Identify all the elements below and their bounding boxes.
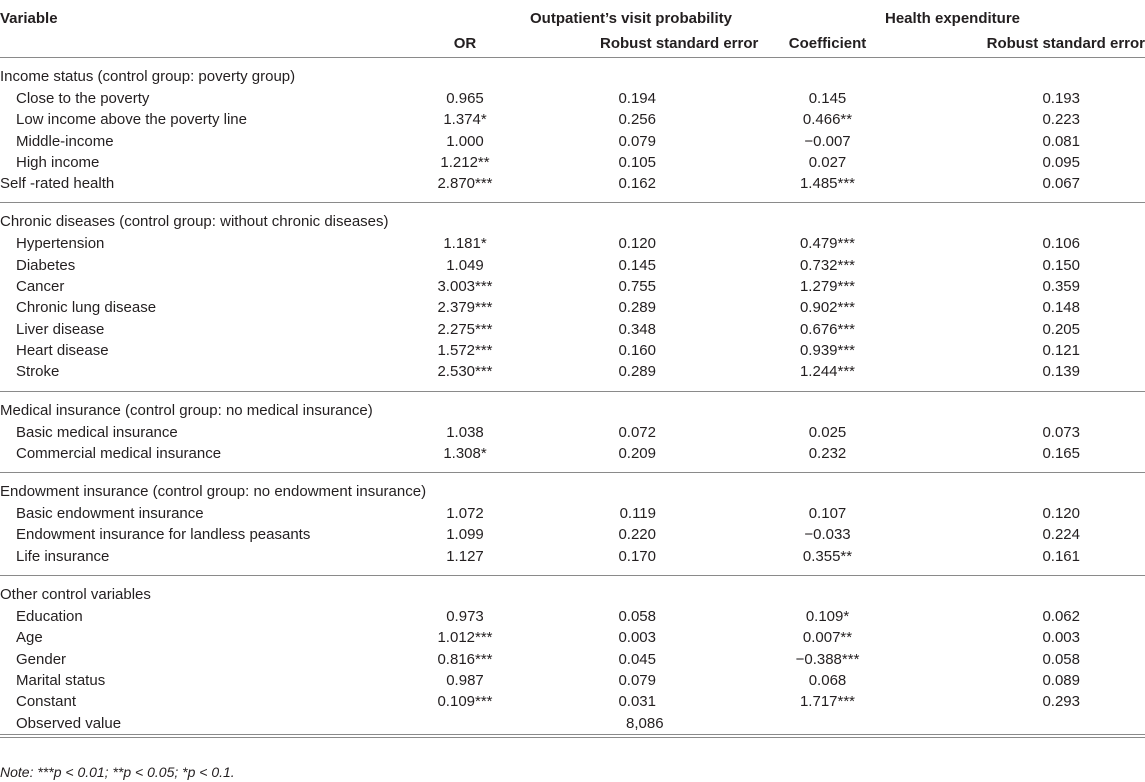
cell-coefficient: 0.479*** <box>799 235 856 253</box>
cell-robust-se-2: 0.224 <box>1042 526 1080 544</box>
table-row <box>0 297 1145 318</box>
cell-robust-se-1: 0.120 <box>618 235 656 253</box>
table-row <box>0 627 1145 648</box>
cell-robust-se-1: 0.119 <box>619 505 656 523</box>
table-row <box>0 131 1145 152</box>
cell-coefficient: 0.676*** <box>799 320 856 338</box>
cell-or: 0.987 <box>446 671 484 689</box>
table-row <box>0 152 1145 173</box>
cell-robust-se-2: 0.148 <box>1042 299 1080 317</box>
section-title: Medical insurance (control group: no medical insurance) <box>0 401 373 419</box>
cell-robust-se-1: 0.160 <box>618 341 656 359</box>
header-outpatient-group: Outpatient’s visit probability <box>530 10 732 27</box>
row-label: Stroke <box>16 363 60 381</box>
table-row <box>0 233 1145 254</box>
cell-or: 1.049 <box>446 256 484 274</box>
cell-coefficient: 1.244*** <box>799 363 856 381</box>
observed-row <box>0 713 1145 735</box>
cell-or: 1.212** <box>440 153 490 171</box>
cell-robust-se-2: 0.121 <box>1042 341 1080 359</box>
cell-robust-se-2: 0.003 <box>1042 629 1080 647</box>
row-label: Diabetes <box>16 256 76 274</box>
row-label: Cancer <box>16 278 65 296</box>
section-divider <box>0 464 1145 473</box>
section-gap <box>0 473 1145 482</box>
table-row <box>0 422 1145 443</box>
header-variable: Variable <box>0 10 58 27</box>
row-label: Middle-income <box>16 132 114 150</box>
header-rse-2: Robust standard error <box>955 31 1145 58</box>
cell-robust-se-2: 0.120 <box>1042 505 1080 523</box>
cell-coefficient: 0.025 <box>808 423 847 441</box>
cell-or: 0.816*** <box>437 650 493 668</box>
cell-or: 2.530*** <box>437 363 493 381</box>
cell-robust-se-1: 0.072 <box>618 423 656 441</box>
cell-coefficient: 0.107 <box>808 505 847 523</box>
cell-robust-se-1: 0.145 <box>618 256 656 274</box>
section-title-row <box>0 481 1145 503</box>
cell-or: 1.308* <box>443 444 487 462</box>
cell-or: 0.109*** <box>437 693 493 711</box>
header-coefficient: Coefficient <box>720 31 955 58</box>
header-row-columns <box>0 31 1145 58</box>
section-divider <box>0 194 1145 203</box>
cell-or: 1.000 <box>446 132 484 150</box>
cell-or: 1.374* <box>443 111 487 129</box>
table-row <box>0 443 1145 464</box>
table-row <box>0 606 1145 627</box>
cell-robust-se-1: 0.031 <box>618 693 656 711</box>
section-title-row <box>0 584 1145 606</box>
cell-coefficient: 0.232 <box>808 444 847 462</box>
cell-robust-se-1: 0.079 <box>618 132 656 150</box>
cell-coefficient: 0.145 <box>808 90 847 107</box>
row-label: Commercial medical insurance <box>16 444 222 462</box>
observed-value: 8,086 <box>400 713 1145 735</box>
row-label: Basic medical insurance <box>16 423 178 441</box>
table-row <box>0 255 1145 276</box>
cell-coefficient: 0.355** <box>802 547 853 565</box>
cell-robust-se-2: 0.293 <box>1042 693 1080 711</box>
cell-robust-se-2: 0.139 <box>1042 363 1080 381</box>
cell-robust-se-2: 0.073 <box>1042 423 1080 441</box>
cell-robust-se-1: 0.162 <box>618 175 656 193</box>
section-gap <box>0 576 1145 585</box>
cell-robust-se-1: 0.079 <box>618 671 656 689</box>
cell-robust-se-2: 0.062 <box>1042 608 1080 626</box>
table-row <box>0 109 1145 130</box>
cell-or: 1.099 <box>446 526 484 544</box>
cell-robust-se-1: 0.209 <box>618 444 656 462</box>
cell-robust-se-1: 0.755 <box>618 278 656 296</box>
cell-robust-se-2: 0.081 <box>1042 132 1080 150</box>
table-row <box>0 691 1145 712</box>
cell-robust-se-2: 0.161 <box>1042 547 1080 565</box>
row-label: Education <box>16 608 83 626</box>
cell-coefficient: 0.068 <box>808 671 847 689</box>
cell-coefficient: −0.388*** <box>795 650 860 668</box>
table-body <box>0 58 1145 738</box>
header-expenditure-group: Health expenditure <box>884 10 1021 27</box>
section-title: Chronic diseases (control group: without chronic diseases) <box>0 213 389 231</box>
cell-robust-se-1: 0.256 <box>618 111 656 129</box>
cell-robust-se-1: 0.003 <box>618 629 656 647</box>
table-row <box>0 88 1145 109</box>
section-gap <box>0 391 1145 400</box>
table-row <box>0 319 1145 340</box>
section-divider <box>0 567 1145 576</box>
cell-robust-se-2: 0.089 <box>1042 671 1080 689</box>
row-label: Hypertension <box>16 235 105 253</box>
row-label: Endowment insurance for landless peasants <box>16 526 311 544</box>
cell-robust-se-2: 0.058 <box>1042 650 1080 668</box>
table-row <box>0 340 1145 361</box>
row-label: Observed value <box>0 713 400 735</box>
cell-robust-se-2: 0.150 <box>1042 256 1080 274</box>
cell-coefficient: 0.109* <box>805 608 850 626</box>
cell-robust-se-2: 0.193 <box>1042 90 1080 107</box>
cell-or: 1.012*** <box>437 629 493 647</box>
row-label: Heart disease <box>16 341 109 359</box>
cell-or: 1.127 <box>446 547 484 565</box>
cell-coefficient: 1.279*** <box>799 278 856 296</box>
cell-or: 1.038 <box>446 423 484 441</box>
cell-robust-se-1: 0.289 <box>618 299 656 317</box>
cell-robust-se-1: 0.105 <box>618 153 656 171</box>
table-row <box>0 276 1145 297</box>
cell-robust-se-1: 0.045 <box>618 650 656 668</box>
row-label: Marital status <box>16 671 106 689</box>
cell-coefficient: 0.902*** <box>799 299 856 317</box>
cell-or: 1.072 <box>446 505 484 523</box>
header-row-groups <box>0 7 1145 31</box>
section-title: Endowment insurance (control group: no endowment insurance) <box>0 483 427 501</box>
row-label: Gender <box>16 650 67 668</box>
table-row <box>0 503 1145 524</box>
cell-robust-se-2: 0.067 <box>1042 175 1080 193</box>
table-row <box>0 670 1145 691</box>
cell-robust-se-2: 0.095 <box>1042 153 1080 171</box>
row-label: Chronic lung disease <box>16 299 157 317</box>
cell-robust-se-1: 0.220 <box>618 526 656 544</box>
row-label: Age <box>16 629 43 647</box>
row-label: Self -rated health <box>0 175 115 193</box>
cell-robust-se-1: 0.289 <box>618 363 656 381</box>
cell-robust-se-2: 0.106 <box>1042 235 1080 253</box>
table-row <box>0 361 1145 382</box>
row-label: Liver disease <box>16 320 105 338</box>
section-title: Other control variables <box>0 586 151 604</box>
row-label: Basic endowment insurance <box>16 505 204 523</box>
cell-robust-se-1: 0.058 <box>618 608 656 626</box>
cell-or: 1.181* <box>443 235 487 253</box>
cell-robust-se-1: 0.194 <box>618 90 656 107</box>
regression-results-table <box>0 7 1145 738</box>
header-or: OR <box>400 31 530 58</box>
cell-or: 0.965 <box>446 90 484 107</box>
row-label: Close to the poverty <box>16 90 150 107</box>
section-title-row <box>0 211 1145 233</box>
section-title-row <box>0 66 1145 88</box>
row-label: High income <box>16 153 100 171</box>
cell-or: 2.870*** <box>437 175 493 193</box>
section-gap <box>0 58 1145 67</box>
cell-robust-se-2: 0.205 <box>1042 320 1080 338</box>
cell-coefficient: 0.732*** <box>799 256 856 274</box>
section-title-row <box>0 400 1145 422</box>
row-label: Life insurance <box>16 547 110 565</box>
cell-coefficient: 0.007** <box>802 629 853 647</box>
cell-or: 2.379*** <box>437 299 493 317</box>
cell-coefficient: 0.027 <box>808 153 847 171</box>
cell-coefficient: 0.939*** <box>799 341 856 359</box>
table-row <box>0 546 1145 567</box>
cell-coefficient: 1.485*** <box>799 175 856 193</box>
cell-coefficient: 1.717*** <box>799 693 856 711</box>
cell-robust-se-2: 0.223 <box>1042 111 1080 129</box>
cell-or: 2.275*** <box>437 320 493 338</box>
cell-robust-se-2: 0.359 <box>1042 278 1080 296</box>
cell-or: 1.572*** <box>437 341 493 359</box>
section-divider <box>0 383 1145 392</box>
cell-coefficient: −0.007 <box>804 132 851 150</box>
table-row <box>0 524 1145 545</box>
row-label: Constant <box>16 693 77 711</box>
section-gap <box>0 203 1145 212</box>
cell-or: 3.003*** <box>437 278 493 296</box>
row-label: Low income above the poverty line <box>16 111 247 129</box>
section-gap <box>0 734 1145 737</box>
section-title: Income status (control group: poverty group) <box>0 68 296 85</box>
cell-robust-se-1: 0.348 <box>618 320 656 338</box>
table-row <box>0 173 1145 194</box>
cell-coefficient: 0.466** <box>802 111 853 129</box>
cell-or: 0.973 <box>446 608 484 626</box>
cell-coefficient: −0.033 <box>804 526 851 544</box>
cell-robust-se-1: 0.170 <box>618 547 656 565</box>
table-note: Note: ***p < 0.01; **p < 0.05; *p < 0.1. <box>0 764 235 780</box>
header-rse-1: Robust standard error <box>530 31 720 58</box>
cell-robust-se-2: 0.165 <box>1042 444 1080 462</box>
table-row <box>0 649 1145 670</box>
